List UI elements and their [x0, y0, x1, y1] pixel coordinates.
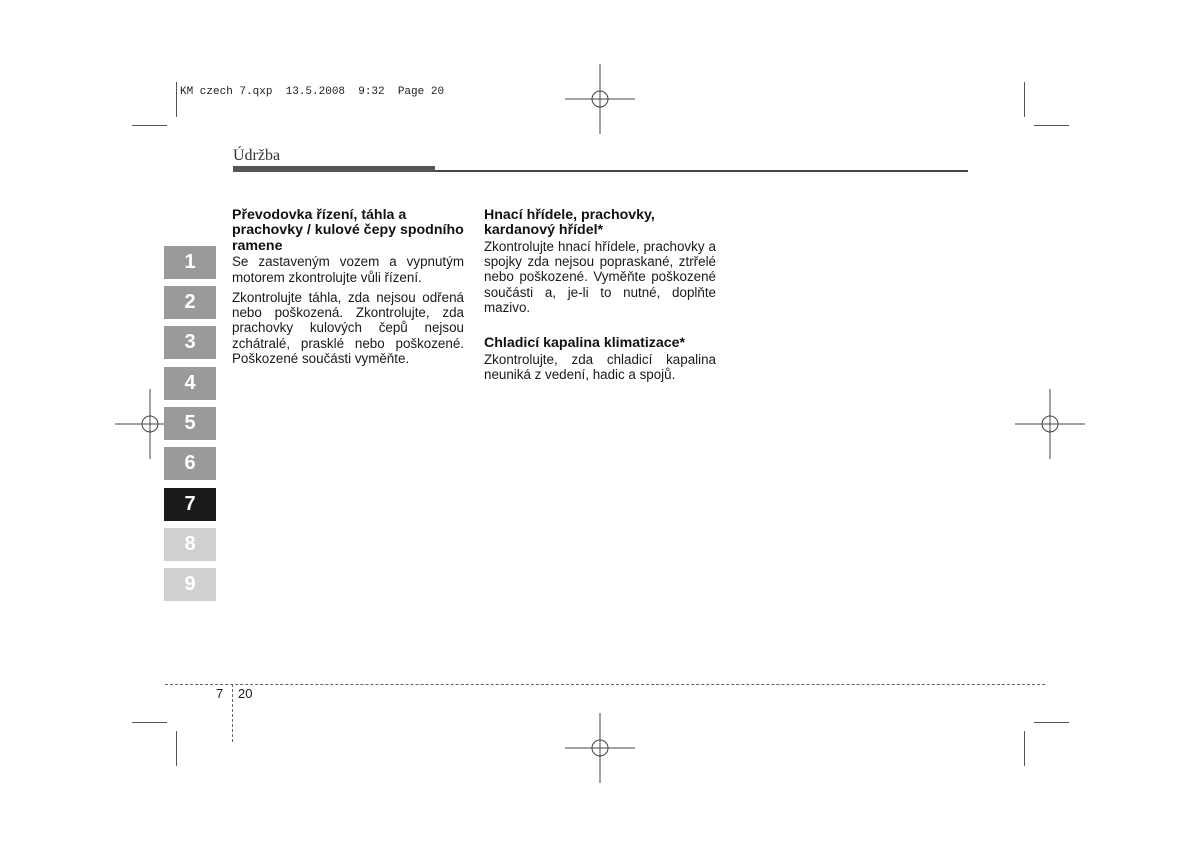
print-slug: KM czech 7.qxp 13.5.2008 9:32 Page 20 [180, 86, 445, 98]
registration-mark-icon [565, 64, 635, 134]
chapter-tab[interactable]: 1 [164, 246, 216, 279]
header-rule-thick [233, 166, 435, 172]
crop-mark [132, 722, 167, 723]
crop-mark [176, 82, 177, 117]
chapter-tab[interactable]: 8 [164, 528, 216, 561]
driveshaft-paragraph: Zkontrolujte hnací hřídele, prachovky a spojky zda nejsou popraskané, ztrřelé nebo poškozené. Vyměňte poškozené součásti a, je-li to nutné, doplňte mazivo. [484, 238, 716, 315]
page-number: 20 [238, 686, 253, 701]
ac-refrigerant-paragraph: Zkontrolujte, zda chladicí kapalina neuniká z vedení, hadic a spojů. [484, 351, 716, 382]
crop-mark [1024, 731, 1025, 766]
crop-mark [1024, 82, 1025, 117]
chapter-tab-active[interactable]: 7 [164, 488, 216, 521]
chapter-tab[interactable]: 5 [164, 407, 216, 440]
registration-mark-icon [565, 713, 635, 783]
footer-divider [232, 684, 233, 742]
chapter-tab[interactable]: 9 [164, 568, 216, 601]
ac-refrigerant-heading: Chladicí kapalina klimatizace* [484, 335, 686, 352]
registration-mark-icon [1015, 389, 1085, 459]
steering-heading: Převodovka řízení, táhla a prachovky / kulové čepy spodního ramene [232, 207, 464, 254]
crop-mark [1034, 125, 1069, 126]
left-column [232, 208, 464, 366]
header-rule-thin [435, 170, 968, 172]
crop-mark [176, 731, 177, 766]
footer-rule [165, 684, 1045, 685]
chapter-tab[interactable]: 4 [164, 367, 216, 400]
steering-paragraph-2: Zkontrolujte táhla, zda nejsou odřená nebo poškozená. Zkontrolujte, zda prachovky kulových čepů nejsou zchátralé, prasklé nebo poškozené. Poškozené součásti vyměňte. [232, 289, 464, 366]
crop-mark [1034, 722, 1069, 723]
steering-paragraph-1: Se zastaveným vozem a vypnutým motorem zkontrolujte vůli řízení. [232, 254, 464, 285]
crop-mark [132, 125, 167, 126]
driveshaft-heading: Hnací hřídele, prachovky, kardanový hřídel* [484, 207, 655, 239]
chapter-tab[interactable]: 6 [164, 447, 216, 480]
chapter-tab[interactable]: 2 [164, 286, 216, 319]
chapter-tab[interactable]: 3 [164, 326, 216, 359]
section-title: Údržba [233, 147, 281, 164]
right-column [484, 208, 716, 382]
page-chapter-number: 7 [216, 686, 224, 701]
